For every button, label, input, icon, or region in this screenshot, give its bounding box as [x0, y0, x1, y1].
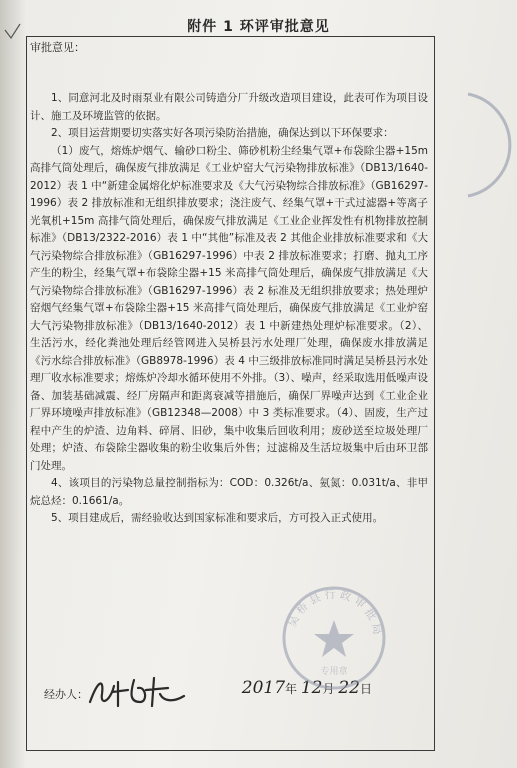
svg-text:专用章: 专用章 [320, 667, 348, 677]
date-month-unit: 月 [322, 682, 335, 696]
date-month: 12 [300, 678, 323, 698]
side-seal [458, 90, 517, 200]
page-shadow [0, 0, 26, 768]
approval-heading: 审批意见： [30, 41, 85, 54]
paragraph-5: 5、项目建成后，需经验收达到国家标准和要求后，方可投入正式使用。 [51, 512, 384, 524]
date-year: 2017 [241, 678, 286, 698]
official-seal [278, 582, 390, 694]
handwritten-signature [84, 672, 194, 712]
date-year-unit: 年 [285, 682, 298, 696]
date-day: 22 [338, 678, 360, 698]
approval-body [30, 90, 428, 528]
pen-mark-icon [2, 20, 24, 46]
paragraph-3: （1）废气，熔炼炉烟气、输砂口粉尘、筛砂机粉尘经集气罩+布袋除尘器+15m高排气筒处理后，确保废气排放满足《工业炉窑大气污染物排放标准》（DB13/1640-2012）表 1 中“新建金属熔化炉标准要求及《大气污染物综合排放标准》（GB16297-1996）表 2 排放标准和无组织排放要求；浇注废气、经集气罩+干式过滤器+等离子光氧机+15m 高排气筒处理后，确保废气排放满足《工业企业挥发性有机物排放控制标准》（DB13/2322-2016）表 1 中“其他”标准及表 2 其他企业排放标准要求和《大气污染物综合排放标准》（GB16297-1996）中表 2 排放标准要求；打磨、抛丸工序产生的粉尘，经集气罩+布袋除尘器+15 米高排气筒处理后，确保废气排放满足《大气污染物综合排放标准》（GB16297-1996）表 2 标准及无组织排放要求；热处理炉窑烟气经集气罩+布袋除尘器+15 米高排气筒处理后，确保废气排放满足《工业炉窑大气污染物排放标准》（DB13/1640-2012）表 1 中新建热处理炉标准要求。（2）、生活污水，经化粪池处理后经管网进入吴桥县污水处理厂处理，确保废水排放满足《污水综合排放标准》（GB8978-1996）表 4 中三级排放标准同时满足吴桥县污水处理厂收水标准要求；熔炼炉冷却水循环使用不外排。（3）、噪声，经采取选用低噪声设备、加装基础减震、经厂房隔声和距离衰减等措施后，确保厂界噪声达到《工业企业厂界环境噪声排放标准》（GB12348—2008）中 3 类标准要求。（4）、固废，生产过程中产生的炉渣、边角料、碎屑、旧砂，集中收集后回收利用；废砂送至垃圾处理厂处理；炉渣、布袋除尘器收集的粉尘收集后外售；过滤棉及生活垃圾集中后由环卫部门处理。 [30, 144, 428, 472]
signature-label: 经办人： [44, 688, 88, 701]
paragraph-1: 1、同意河北及时雨泵业有限公司铸造分厂升级改造项目建设，此表可作为项目设计、施工及环境监管的依据。 [30, 92, 428, 122]
paragraph-2: 2、项目运营期要切实落实好各项污染防治措施，确保达到以下环保要求： [51, 127, 394, 139]
date-day-unit: 日 [359, 682, 372, 696]
document-title: 附件 1 环评审批意见 [187, 19, 330, 35]
svg-text:吴 桥 县 行 政 审 批 局: 吴 桥 县 行 政 审 批 局 [285, 587, 385, 636]
paragraph-4: 4、该项目的污染物总量控制指标为：COD：0.326t/a、氨氮：0.031t/a、非甲烷总烃：0.1661/a。 [30, 477, 428, 507]
